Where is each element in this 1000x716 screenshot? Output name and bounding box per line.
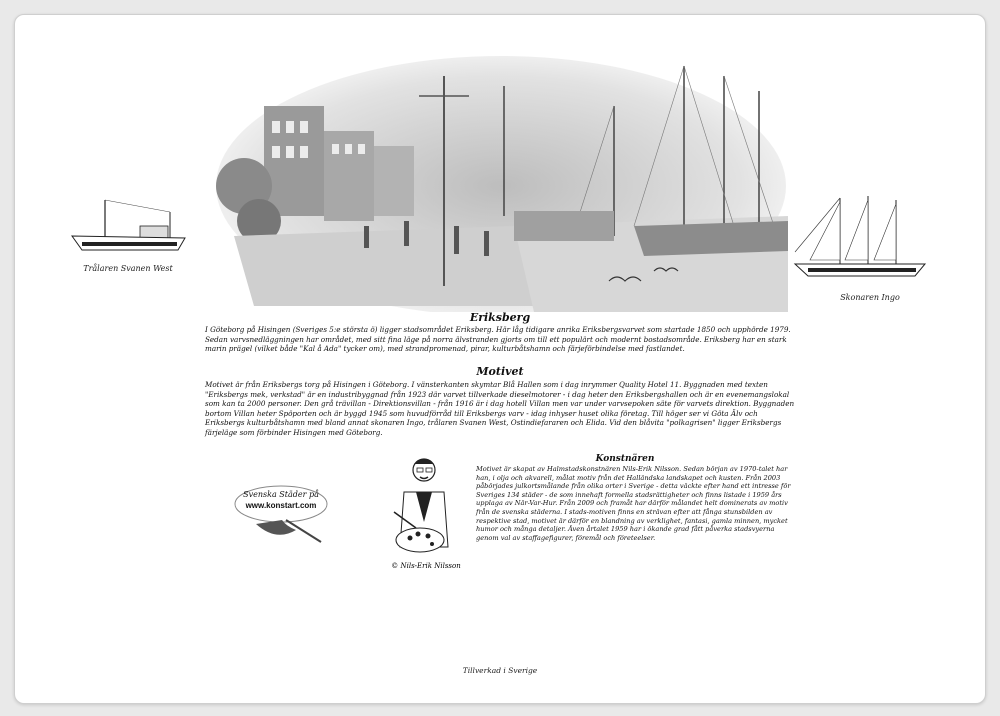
trawler-illustration [70, 192, 190, 262]
trawler-caption: Trålaren Svanen West [83, 264, 173, 273]
footer-made-in: Tillverkad i Sverige [462, 666, 538, 675]
logo-tagline: Svenska Städer på [243, 490, 319, 499]
harbor-illustration [214, 36, 788, 312]
eriksberg-heading: Eriksberg [469, 311, 531, 324]
motivet-heading: Motivet [476, 365, 524, 378]
konstnaren-paragraph: Motivet är skapat av Halmstadskonstnären Nils-Erik Nilsson. Sedan början av 1970-talet har han, i olja och akvarell, målat motiv från det Halländska landskapet och kusten. Från 2003 påbörjades julkortsmålande från olika orter i Sverige - detta väckte efter hand ett intresse för Sveriges 134 städer - de som innehaft formella stadsrättigheter och finns listade i 1959 års upplaga av När-Var-Hur. Från 2009 och framåt har därför målandet helt dominerats av motiv från de svenska städerna. I stads-motiven finns en strävan efter att fånga stunsbilden av respektive stad, motivet är därför en blandning av verklighet, fantasi, gamla minnen, mycket humor och många detaljer. Även årtalet 1959 har i ökande grad fått påverka stadsvyerna genom val av staffagefigurer, föremål och företeelser. [476, 465, 791, 542]
motivet-paragraph: Motivet är från Eriksbergs torg på Hisingen i Göteborg. I vänsterkanten skymtar Blå Hallen som i dag inrymmer Quality Hotel 11. Byggnaden med texten "Eriksbergs mek, verkstad" är en industribyggnad från 1923 där varvet tillverkade dieselmotorer - i dag heter den Eriksbergshallen och är en evenemangslokal som kan ta 2000 personer. Den grå trävillan - Direktionsvillan - från 1916 är i dag hotell Villan men var under varvsepoken säte för varvets direktion. Byggnaden bortom Villan heter Spöporten och är byggd 1945 som huvudförråd till Eriksbergs varv - idag inhyser huset olika företag. Till höger ser vi Göta Älv och Eriksbergs kulturbåtshamn med bland annat skonaren Ingo, trålaren Svanen West, Ostindiefararen och Elida. Vid den blåvita "polkagrisen" ligger Eriksbergs färjeläge som förbinder Hisingen med Göteborg. [205, 380, 795, 437]
konstart-logo [226, 480, 336, 550]
konstnaren-heading: Konstnären [595, 454, 655, 464]
eriksberg-paragraph: I Göteborg på Hisingen (Sveriges 5:e största ö) ligger stadsområdet Eriksberg. Här låg tidigare anrika Eriksbergsvarvet som startade 1850 och upphörde 1979. Sedan varvsnedläggningen har området, med sitt fina läge på norra älvstranden gjorts om till ett populärt och modernt bostadsområde. Eriksberg har en stark marin prägel (vilket både "Kal å Ada" tycker om), med strandpromenad, pirar, kulturbåtshamn och färjeförbindelse med fastlandet. [205, 325, 791, 354]
artist-portrait [386, 452, 466, 582]
logo-url: www.konstart.com [245, 501, 317, 510]
schooner-illustration [790, 192, 930, 282]
schooner-caption: Skonaren Ingo [840, 293, 900, 302]
artist-signature: © Nils-Erik Nilsson [391, 562, 461, 570]
